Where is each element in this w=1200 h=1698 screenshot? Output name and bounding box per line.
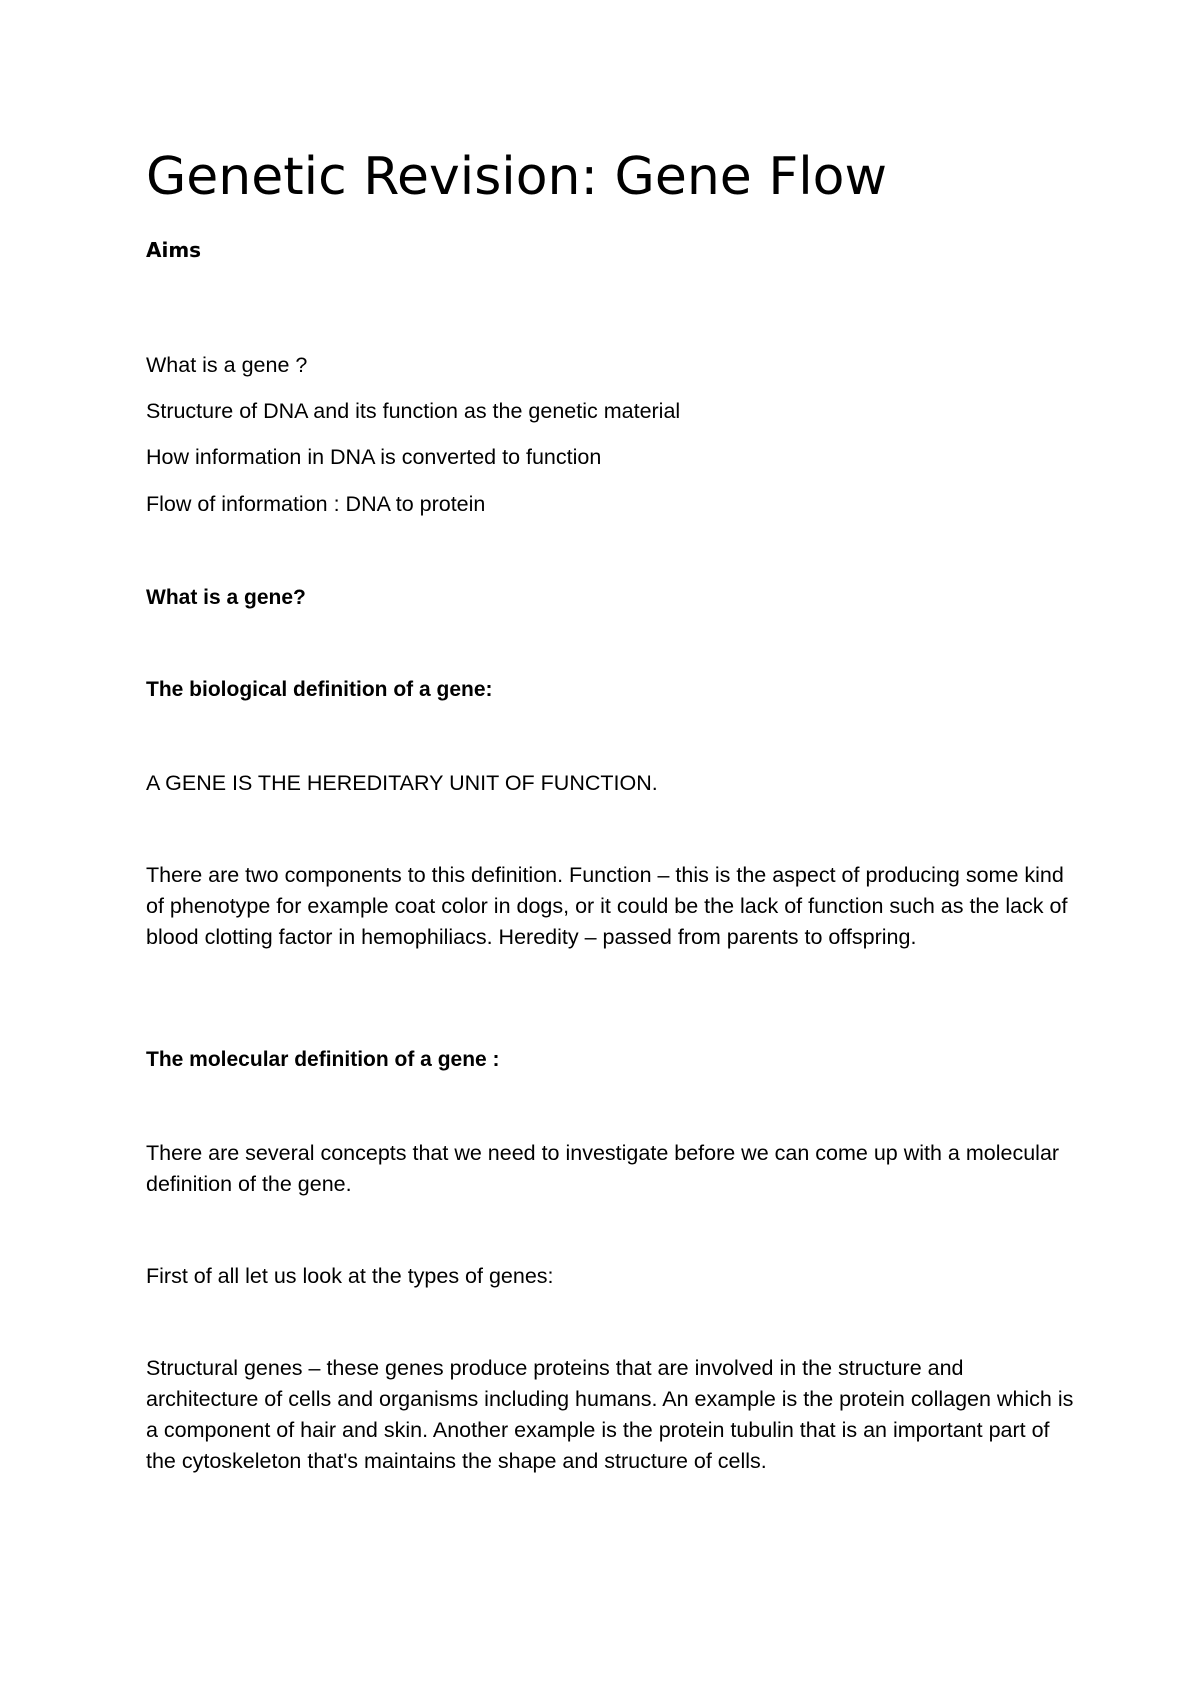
section-heading-biological-definition: The biological definition of a gene: [146, 678, 493, 701]
section-heading-molecular-definition: The molecular definition of a gene : [146, 1048, 500, 1071]
aims-heading: Aims [146, 238, 202, 262]
aims-item: Structure of DNA and its function as the genetic material [146, 399, 681, 423]
aims-item: Flow of information : DNA to protein [146, 492, 486, 516]
aims-item: How information in DNA is converted to function [146, 445, 602, 469]
aims-item: What is a gene ? [146, 353, 308, 377]
document-title: Genetic Revision: Gene Flow [146, 147, 888, 207]
types-intro-text: First of all let us look at the types of genes: [146, 1264, 554, 1288]
section-heading-what-is-gene: What is a gene? [146, 586, 306, 609]
structural-genes-paragraph: Structural genes – these genes produce proteins that are involved in the structure and architecture of cells and organisms including humans. An example is the protein collagen which is a component of hair and skin. Another example is the protein tubulin that is an important part of the cytoskeleton that's maintains the shape and structure of cells. [146, 1356, 1074, 1473]
biological-definition-paragraph: There are two components to this definition. Function – this is the aspect of producing some kind of phenotype for example coat color in dogs, or it could be the lack of function such as the lack of blood clotting factor in hemophiliacs. Heredity – passed from parents to offspring. [146, 863, 1068, 949]
molecular-definition-paragraph: There are several concepts that we need to investigate before we can come up with a molecular definition of the gene. [146, 1141, 1060, 1196]
definition-statement: A GENE IS THE HEREDITARY UNIT OF FUNCTION. [146, 771, 658, 795]
